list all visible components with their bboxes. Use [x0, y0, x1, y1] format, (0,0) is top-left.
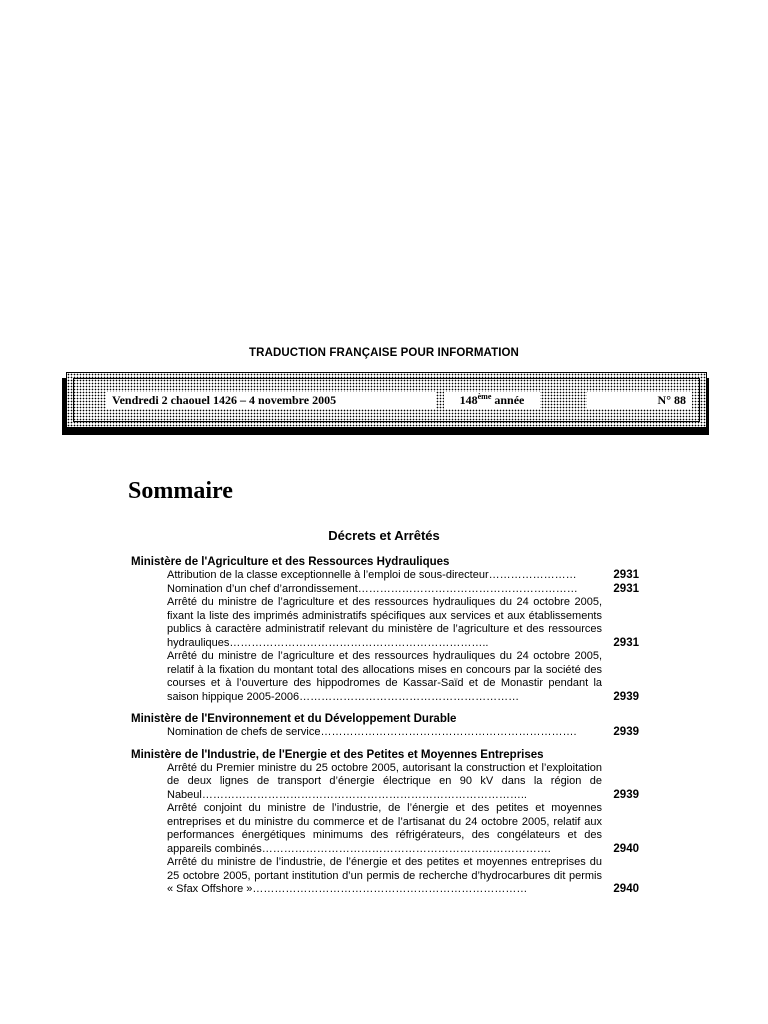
toc-entry[interactable] [167, 596, 639, 650]
toc-entry-page: 2931 [613, 582, 639, 595]
toc-entry-text: Attribution de la classe exceptionnelle à l’emploi de sous-directeur…………………… [167, 569, 577, 581]
toc-entry-page: 2931 [613, 569, 639, 581]
translation-note: TRADUCTION FRANÇAISE POUR INFORMATION [249, 347, 519, 359]
issue-number: N° 88 [587, 392, 692, 409]
toc-entry-page: 2940 [613, 883, 639, 895]
year-suffix: ème [477, 392, 492, 401]
toc-entry-text: Nomination d’un chef d’arrondissement…………………………………………………… [167, 582, 578, 595]
toc-entry[interactable] [167, 650, 639, 704]
ministry-heading: Ministère de l'Industrie, de l'Energie et des Petites et Moyennes Entreprises [131, 748, 544, 761]
toc-entry[interactable] [167, 583, 639, 597]
toc-entry-page: 2939 [613, 690, 639, 703]
toc-entry-page: 2940 [613, 842, 639, 855]
ministry-heading: Ministère de l'Environnement et du Développement Durable [131, 713, 457, 725]
toc-entry-text: Arrêté du Premier ministre du 25 octobre 2005, autorisant la construction et l’exploitation de deux lignes de transport d’énergie électrique en 90 kV dans la région de Nabeul…………………………………………………………………………….. [167, 761, 602, 801]
toc-entry-page: 2939 [613, 788, 639, 801]
toc-entry-text: Nomination de chefs de service……………………………………………………………. [167, 726, 577, 738]
toc-entry[interactable] [167, 802, 639, 856]
toc-entry-text: Arrêté du ministre de l’agriculture et des ressources hydrauliques du 24 octobre 2005, relatif à la fixation du montant total des allocations mises en concours par la société des courses et à l’ouverture des hippodromes de Kassar-Saïd et de Monastir pendant la saison hippique 2005-2006…………………………………………………… [167, 650, 602, 703]
toc-entry-text: Arrêté conjoint du ministre de l’industrie, de l’énergie et des petites et moyennes entreprises et du ministre du commerce et de l’artisanat du 24 octobre 2005, relatif aux performances énergétiques minimums des réfrigérateurs, des congélateurs et des appareils combinés……………………………………………………………………. [167, 802, 602, 855]
toc-entry-page: 2939 [613, 726, 639, 738]
toc-entry[interactable] [167, 762, 639, 803]
issue-year [444, 392, 540, 409]
issue-banner [66, 372, 707, 428]
toc-entry[interactable] [167, 856, 639, 897]
table-of-contents [131, 555, 639, 897]
year-number: 148 [459, 393, 478, 407]
toc-entry-text: Arrêté du ministre de l’industrie, de l’énergie et des petites et moyennes entreprises du 25 octobre 2005, portant institution d’un permis de recherche d’hydrocarbures dit permis « Sfax Offshore »………………………………………………………………… [167, 856, 602, 895]
section-title: Décrets et Arrêtés [328, 528, 440, 543]
toc-entry[interactable] [167, 726, 639, 740]
sommaire-title: Sommaire [128, 478, 233, 504]
toc-entry-text: Arrêté du ministre de l’agriculture et des ressources hydrauliques du 24 octobre 2005, fixant la liste des imprimés administratifs spécifiques aux services et aux établissements publics à caractère administratif relevant du ministère de l’agriculture et des ressources hydrauliques…………………………………………………………….. [167, 596, 602, 649]
year-word: année [494, 393, 525, 407]
issue-date: Vendredi 2 chaouel 1426 – 4 novembre 2005 [106, 392, 436, 409]
toc-entry-page: 2931 [613, 636, 639, 649]
ministry-heading: Ministère de l'Agriculture et des Ressources Hydrauliques [131, 556, 450, 568]
toc-entry[interactable] [167, 569, 639, 583]
